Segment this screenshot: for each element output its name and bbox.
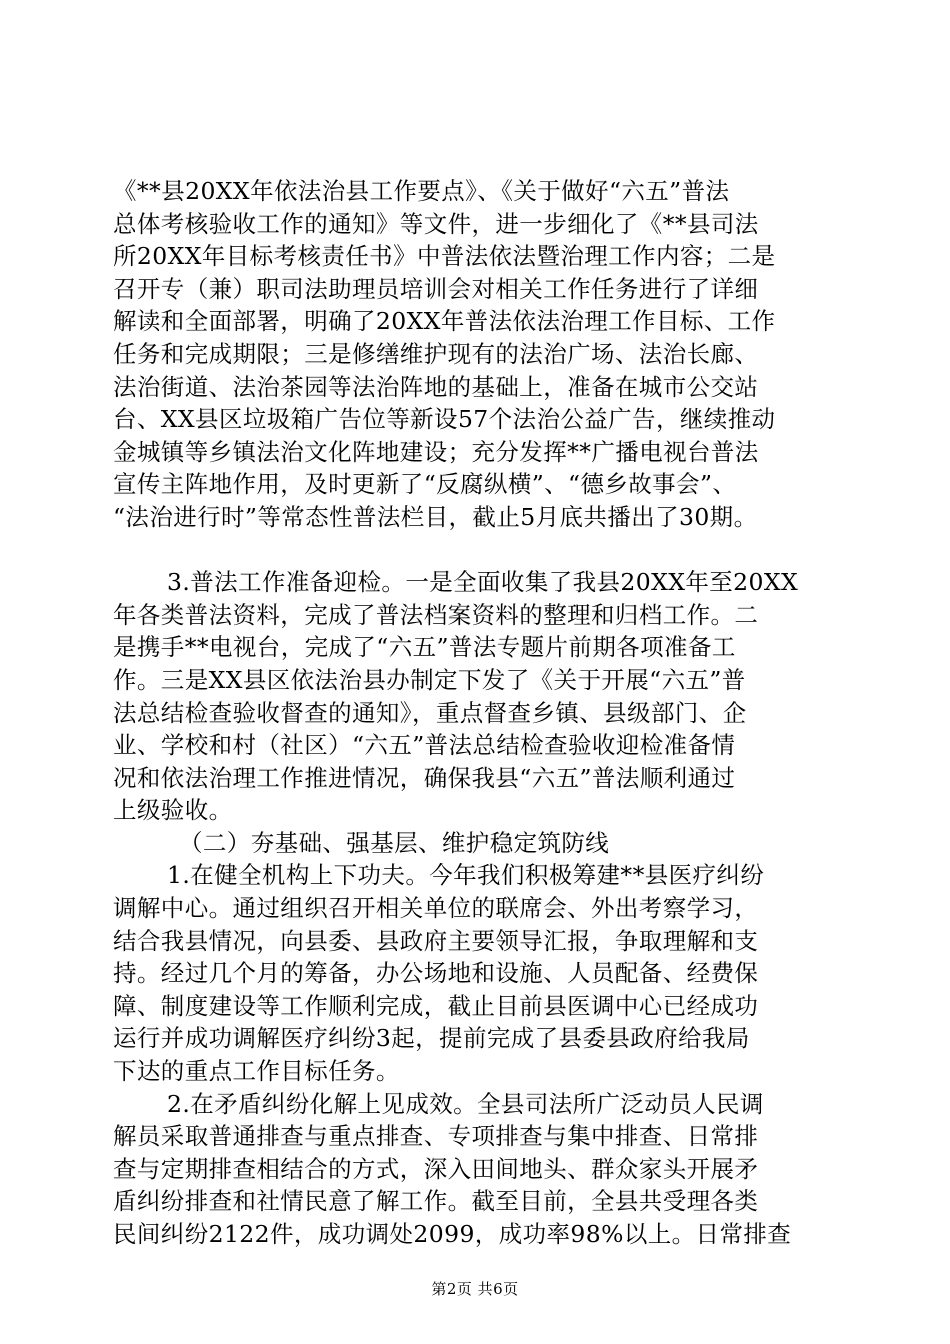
paragraph-3 bbox=[113, 859, 843, 1087]
text-line: 解读和全面部署，明确了20XX年普法依法治理工作目标、工作 bbox=[113, 307, 776, 336]
text-line: 盾纠纷排查和社情民意了解工作。截至目前，全县共受理各类 bbox=[113, 1187, 759, 1216]
section-heading: （二）夯基础、强基层、维护稳定筑防线 bbox=[179, 828, 610, 857]
text-line: 法总结检查验收督查的通知》，重点督查乡镇、县级部门、企 bbox=[113, 698, 747, 727]
text-line: 民间纠纷2122件，成功调处2099，成功率98%以上。日常排查 bbox=[113, 1220, 792, 1248]
paragraph-spacer bbox=[113, 534, 843, 567]
paragraph-1 bbox=[113, 175, 843, 534]
text-line: 障、制度建设等工作顺利完成，截止目前县医调中心已经成功 bbox=[113, 991, 759, 1020]
text-line: 业、学校和村（社区）“六五”普法总结检查验收迎检准备情 bbox=[113, 731, 736, 760]
text-line: 况和依法治理工作推进情况，确保我县“六五”普法顺利通过 bbox=[113, 763, 736, 792]
text-line: 调解中心。通过组织召开相关单位的联席会、外出考察学习， bbox=[113, 894, 759, 923]
text-line: 作。三是XX县区依法治县办制定下发了《关于开展“六五”普 bbox=[113, 665, 746, 694]
text-line: 宣传主阵地作用，及时更新了“反腐纵横”、“德乡故事会”、 bbox=[113, 470, 737, 499]
paragraph-2 bbox=[113, 566, 843, 827]
page-number-footer: 第2页 共6页 bbox=[431, 1280, 519, 1298]
text-line: “法治进行时”等常态性普法栏目，截止5月底共播出了30期。 bbox=[113, 502, 758, 531]
text-line: 召开专（兼）职司法助理员培训会对相关工作任务进行了详细 bbox=[113, 274, 759, 303]
text-line: 持。经过几个月的筹备，办公场地和设施、人员配备、经费保 bbox=[113, 959, 759, 988]
text-line: 运行并成功调解医疗纠纷3起，提前完成了县委县政府给我局 bbox=[113, 1024, 750, 1053]
text-line: 《**县20XX年依法治县工作要点》、《关于做好“六五”普法 bbox=[113, 177, 730, 205]
text-line: 结合我县情况，向县委、县政府主要领导汇报，争取理解和支 bbox=[113, 926, 759, 955]
text-line: 法治街道、法治茶园等法治阵地的基础上，准备在城市公交站 bbox=[113, 372, 759, 401]
text-line: 3.普法工作准备迎检。一是全面收集了我县20XX年至20XX bbox=[167, 568, 799, 597]
text-line: 任务和完成期限；三是修缮维护现有的法治广场、法治长廊、 bbox=[113, 339, 759, 368]
text-line: 总体考核验收工作的通知》等文件，进一步细化了《**县司法 bbox=[113, 209, 759, 238]
text-line: 金城镇等乡镇法治文化阵地建设；充分发挥**广播电视台普法 bbox=[113, 437, 759, 466]
text-line: 上级验收。 bbox=[113, 796, 233, 825]
text-line: 下达的重点工作目标任务。 bbox=[113, 1057, 400, 1086]
text-line: 查与定期排查相结合的方式，深入田间地头、群众家头开展矛 bbox=[113, 1154, 759, 1183]
text-line: 是携手**电视台，完成了“六五”普法专题片前期各项准备工 bbox=[113, 633, 736, 662]
text-line: 所20XX年目标考核责任书》中普法依法暨治理工作内容；二是 bbox=[113, 242, 776, 271]
text-line: 台、XX县区垃圾箱广告位等新设57个法治公益广告，继续推动 bbox=[113, 405, 776, 434]
paragraph-4 bbox=[113, 1088, 843, 1251]
document-body bbox=[113, 175, 843, 1251]
text-line: 年各类普法资料，完成了普法档案资料的整理和归档工作。二 bbox=[113, 600, 759, 629]
text-line: 解员采取普通排查与重点排查、专项排查与集中排查、日常排 bbox=[113, 1122, 759, 1151]
text-line: 1.在健全机构上下功夫。今年我们积极筹建**县医疗纠纷 bbox=[167, 861, 765, 890]
text-line: 2.在矛盾纠纷化解上见成效。全县司法所广泛动员人民调 bbox=[167, 1089, 764, 1118]
